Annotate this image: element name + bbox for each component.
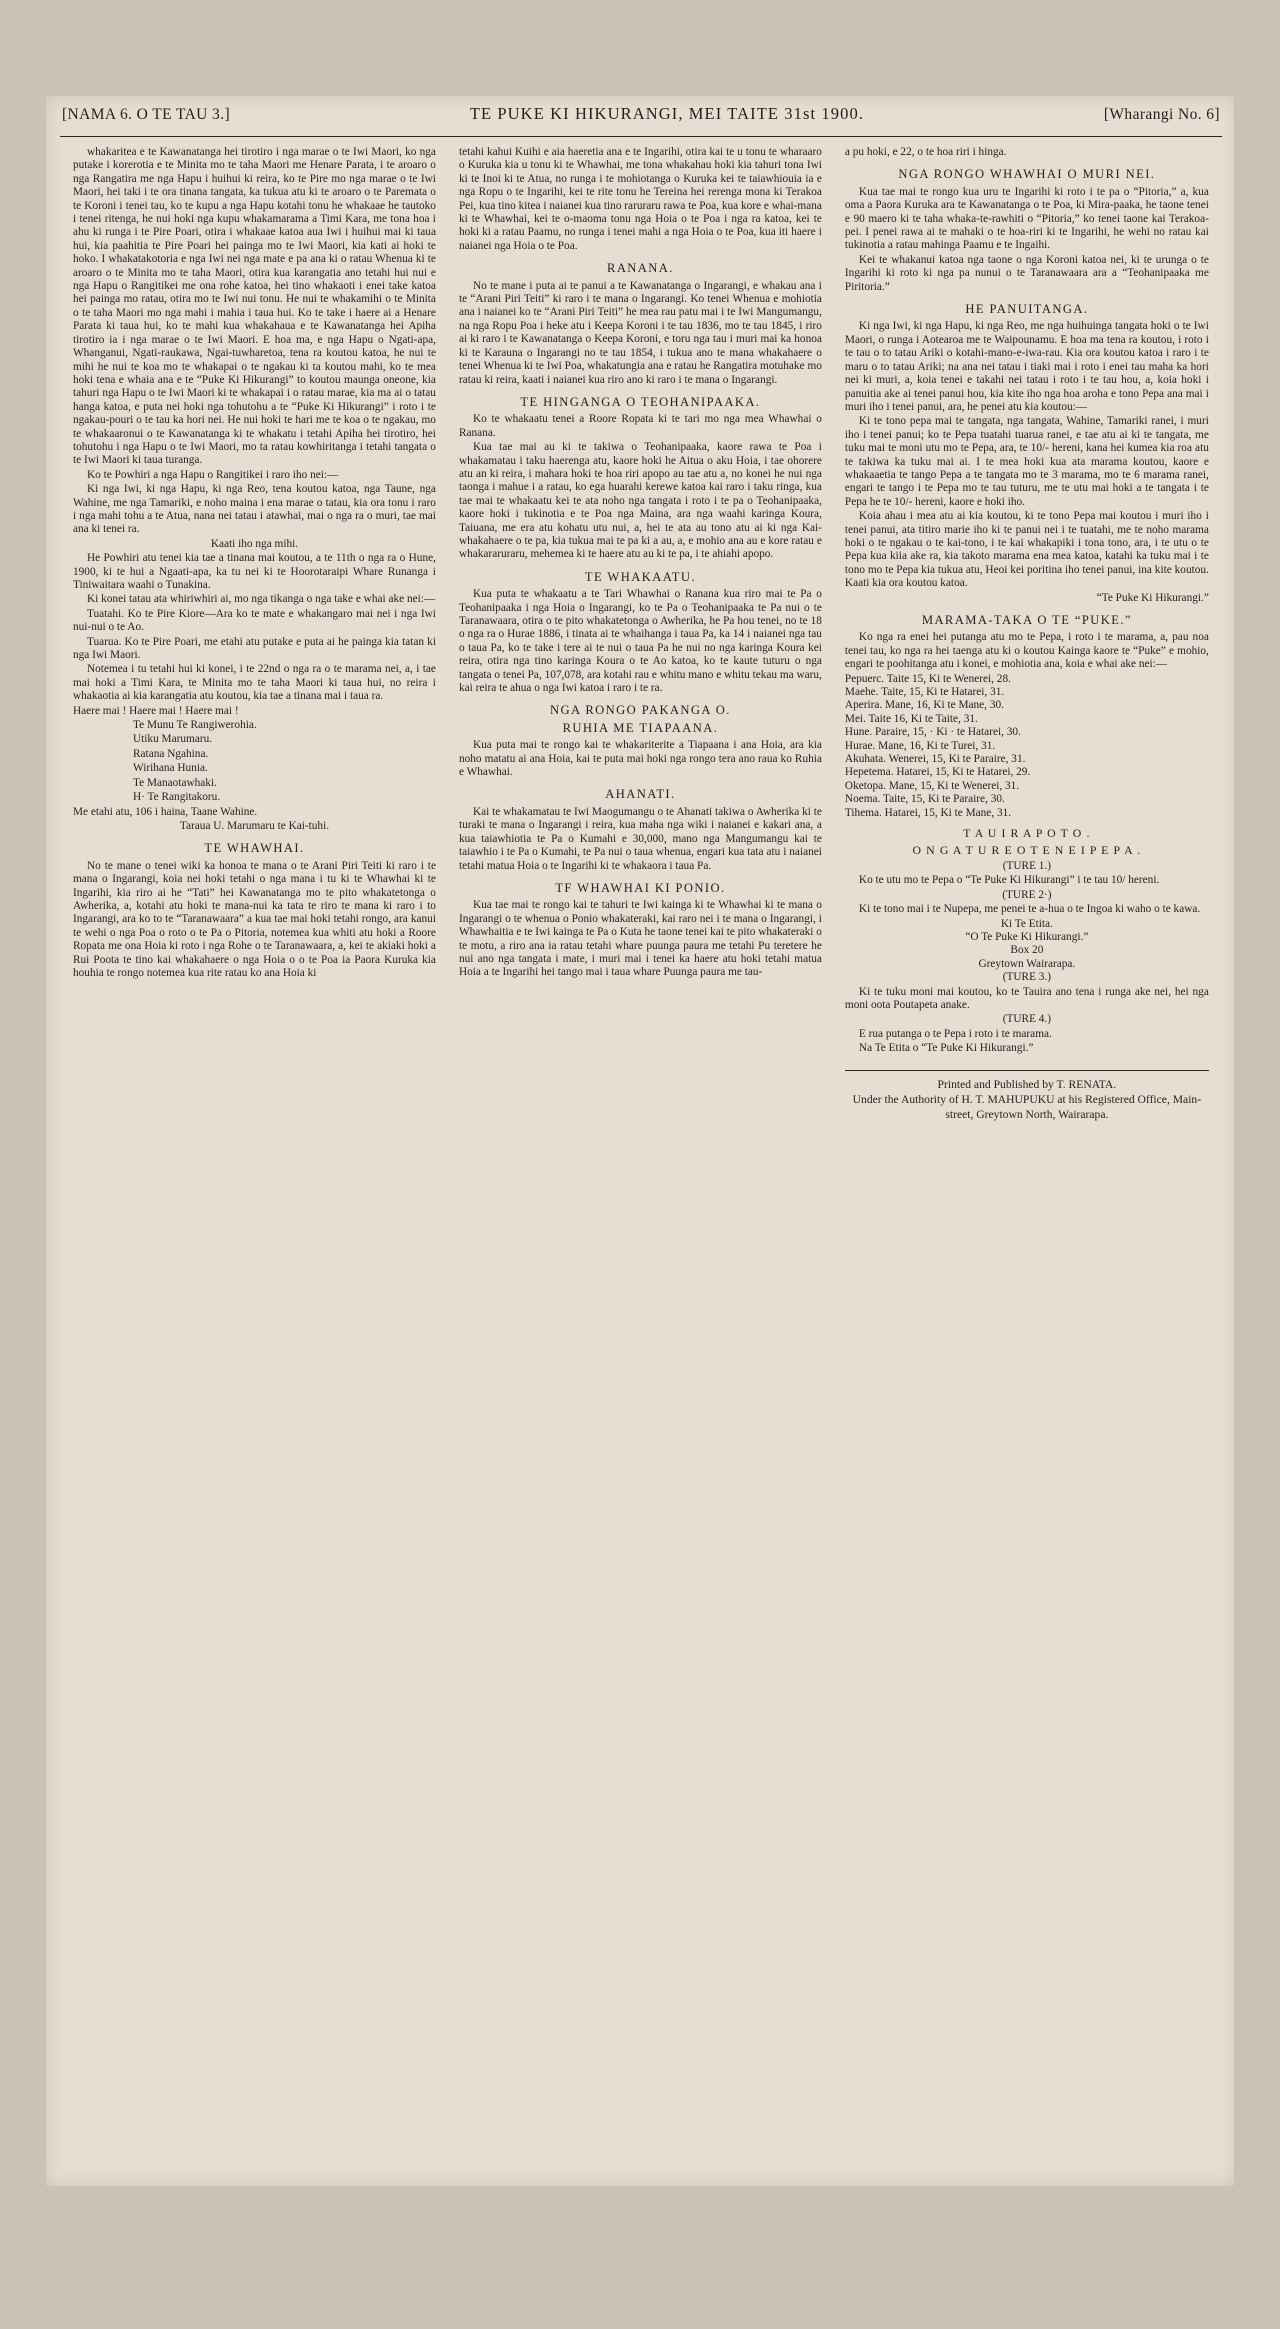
section-heading-marama-taka: MARAMA-TAKA O TE “PUKE.” [921, 613, 1132, 627]
calendar-row: Noema. Taite, 15, Ki te Paraire, 30. [844, 793, 1005, 806]
paragraph: Ko te Powhiri a nga Hapu o Rangitikei i raro iho nei:— [87, 468, 339, 481]
masthead-issue: [NAMA 6. O TE TAU 3.] [62, 106, 231, 123]
calendar-row: Mei. Taite 16, Ki te Taite, 31. [844, 712, 978, 725]
paragraph: Ko te utu mo te Pepa o “Te Puke Ki Hikurangi” i te tau 10/ hereni. [858, 874, 1160, 887]
column-3 [834, 146, 1220, 2176]
paragraph: Kai te whakamatau te Iwi Maogumangu o te Ahanati takiwa o Awherika ki te turaki te mana o Ingarangi i reira, kua maha nga wiki i naianei e kakari ana, a kua taiawhiotia te Pa o Kumahi e 30,000, mano nga Mangumangu kai te taiawhio i te Pa o Kumahi, te Pa nui o taua whenua, engari kua tata atu i naianei tetahi matua Hoia o te Ingarihi ki te whakaora i taua Pa. [458, 805, 822, 872]
panuitanga-signature: “Te Puke Ki Hikurangi.” [1096, 591, 1209, 604]
page-margin-bottom [0, 2186, 1280, 2329]
column-2 [448, 146, 834, 2176]
paragraph: Kua puta mai te rongo kai te whakariterite a Tiapaana i ana Hoia, ara kia noho matatu ai ana Hoia, kai te puta mai hoki nga rongo tera ano raua ko Ruhia e Whawhai. [458, 739, 822, 779]
signature-line: Te Munu Te Rangiwerohia. [133, 719, 257, 732]
address-line: “O Te Puke Ki Hikurangi.” [965, 930, 1089, 943]
signature-line: Wirihana Hunia. [133, 762, 208, 775]
paragraph: Kua puta te whakaatu a te Tari Whawhai o Ranana kua riro mai te Pa o Teohanipaaka i nga Hoia o Ingarangi, ko te Pa o Teohanipaaka te Pa nui o te Taranawaara, otira o te pito whakatetonga o Awherika, he Pa hou tenei, no te 18 o nga ra o Hurae 1886, i tinata ai te whaihanga i taua Pa, ka 14 i naianei nga tau o taua Pa, ko te take i tere ai te nui o taua Pa he nui no nga karinga Koura kei reira, otira nga tino karinga Koura o te Ao katoa, ko te kaute tuturu o nga tangata o tenei Pa, 107,078, ara kotahi rau e whitu mano e whitu tekau ma waru, kai reira te ahua o nga Iwi katoa i raro i te ra. [458, 588, 822, 695]
masthead-rule [60, 136, 1222, 137]
section-heading-tauira-poto: T A U I R A P O T O . [963, 826, 1091, 841]
paragraph: Notemea i tu tetahi hui ki konei, i te 22nd o nga ra o te marama nei, a, i tae mai hoki a Timi Kara, te Minita mo te taha Maori ki taua hui, no reira i whakaotia ai kia karangatia atu koutou, kia tae a tinana mai i taua ra. [73, 663, 436, 703]
signature-clerk: Taraua U. Marumaru te Kai-tuhi. [179, 819, 330, 832]
paragraph: No te mane o tenei wiki ka honoa te mana o te Arani Piri Teiti ki raro i te mana o Ingarangi, koia nei hoki tetahi o nga mana i tu ki te Whawhai ki te Ingarihi, kia riro ai he “Tati” hei Kawanatanga mo te pito whakatetonga o Awherika, a, kotahi atu hoki te mana-nui ka tata te riro te mana ki raro i to Ingarangi, ara ko to te “Taranawaara” a kua tae mai hoki tetahi rongo, ara kanui te wehi o nga Poa o roto o te Pa o Pitoria, notemea kua whiti atu hoki a Roore Ropata me ona Hoia ki roto i nga Rohe o te Taranawaara, a, kei te akiaki hoki a Rui Poota te tino kai whakahaere o nga Hoia o o te Poa ia Paora Kuruka kia houhia te rongo notemea kua rite ratau ko ana Hoia ki [73, 859, 436, 979]
page-margin-left [0, 0, 46, 2329]
paragraph: Ki konei tatau ata whiriwhiri ai, mo nga tikanga o nga take e whai ake nei:— [87, 593, 436, 606]
section-heading-nga-ture: O N G A T U R E O T E N E I P E P A . [912, 842, 1142, 857]
page-margin-top [0, 0, 1280, 96]
columns-container [62, 146, 1220, 2176]
rule-label: (TURE 2·) [1002, 888, 1052, 901]
imprint-rule [845, 1070, 1209, 1071]
imprint-line: Under the Authority of H. T. MAHUPUKU at his Registered Office, Main-street, Greytown North, Wairarapa. [852, 1093, 1202, 1121]
paragraph: Ko te whakaatu tenei a Roore Ropata ki te tari mo nga mea Whawhai o Ranana. [458, 413, 822, 439]
paragraph: a pu hoki, e 22, o te hoa riri i hinga. [844, 146, 1007, 158]
masthead [46, 104, 1236, 124]
address-line: Ki Te Etita. [1000, 917, 1053, 930]
calendar-row: Pepuerc. Taite 15, Ki te Wenerei, 28. [844, 672, 1011, 685]
calendar-row: Aperira. Mane, 16, Ki te Mane, 30. [844, 699, 1004, 712]
paragraph: Ko nga ra enei hei putanga atu mo te Pepa, i roto i te marama, a, pau noa tenei tau, ko nga ra hei taenga atu ki o koutou Kainga kaore te “Puke” e mohio, engari te poohitanga atu i konei, e mohiotia ana, koia e whai ake nei:— [844, 631, 1209, 671]
section-heading-ahanati: AHANATI. [605, 787, 676, 802]
paragraph: Ki nga Iwi, ki nga Hapu, ki nga Reo, tena koutou katoa, nga Taune, nga Wahine, me nga Tamariki, e noho maina i ena marae o tatau, kia ora tonu i raro i nga mahi tohu a te Atua, nana nei tatau i atawhai, mai o nga ra o muri, tae mai ana ki tenei ra. [73, 483, 436, 536]
paragraph: Na Te Etita o “Te Puke Ki Hikurangi.” [858, 1042, 1034, 1055]
signature-line: H· Te Rangitakoru. [133, 791, 221, 804]
address-line: Greytown Wairarapa. [978, 957, 1076, 970]
masthead-page-number: [Wharangi No. 6] [1103, 106, 1220, 123]
paragraph: Tuarua. Ko te Pire Poari, me etahi atu putake e puta ai he painga kia tatan ki nga Iwi Maori. [73, 635, 436, 662]
section-heading-whakaatu: TE WHAKAATU. [584, 569, 696, 584]
paragraph: He Powhiri atu tenei kia tae a tinana mai koutou, a te 11th o nga ra o Hune, 1900, ki te hui a Ngaati-apa, ka tu nei ki te Hoorotaraipi Whare Runanga i Tiniwaitara waahi o Tunakina. [73, 552, 436, 591]
paragraph: Ki te tuku moni mai koutou, ko te Tauira ano tena i runga ake nei, hei nga moni oota Poutapeta anake. [844, 985, 1209, 1011]
calendar-row: Hurae. Mane, 16, Ki te Turei, 31. [844, 739, 996, 752]
paragraph: Ki nga Iwi, ki nga Hapu, ki nga Reo, me nga huihuinga tangata hoki o te Iwi Maori, o runga i Aotearoa me te Waipounamu. E hoa ma tena ra koutou, i roto i te tau o to tatau Ariki o kotahi-mano-e-iwa-rau. Kia ora koutou katoa i raro i te maru o to tatau Ariki; na ana nei tatau i tiaki mai i roto i enei tau maha ka hori nei ki muri, a, koia tenei e takahi nei tatau i roto i te tau hou, a, koia hoki i panuitia ake ai tenei panui hou, kia kite iho nga hoa aroha e tono Pepa ana mai i muri iho i tenei panui, ara, he penei atu kia koutou:— [844, 320, 1209, 413]
calendar-row: Hune. Paraire, 15, · Ki · te Hatarei, 30. [844, 726, 1021, 739]
signature-line: Utiku Marumaru. [133, 733, 213, 746]
imprint-line: Printed and Published by T. RENATA. [937, 1077, 1117, 1091]
page-margin-right [1234, 0, 1280, 2329]
rule-label: (TURE 4.) [1002, 1013, 1052, 1026]
paragraph: Tuatahi. Ko te Pire Kiore—Ara ko te mate e whakangaro mai nei i nga Iwi nui-nui o te Ao. [73, 607, 436, 634]
section-heading-whawhai: TE WHAWHAI. [204, 841, 305, 856]
paragraph: tetahi kahui Kuihi e aia haeretia ana e te Ingarihi, otira kai te u tonu te wharaaro o Kuruka kia u tonu ki te Whawhai, me tona whakahau hoki kia tahuri tona Iwi ki te Inoi ki te Atua, no runga i te mohiotanga o Kuruka kei te taiawhiouia ia e nga Ropu o te Ingarihi, kei te rite tonu he Tereina hei rerenga mona ki Terakoa Pei, kua tino kitea i naianei kua tino raruraru rawa te Poa, kua kore e whai-mana ki te Whawhai, kei te o-maoma tonu nga Hoia o te Poa i nga ra katoa, kei te hoki ki a ratau Paamu, no runga i tenei mahi a nga Hoia o te Poa, kua iti haere i naianei nga Hoia o te Poa. [458, 146, 822, 252]
paragraph: Haere mai ! Haere mai ! Haere mai ! [73, 704, 239, 717]
paragraph: No te mane i puta ai te panui a te Kawanatanga o Ingarangi, e whakau ana i te “Arani Piri Teiti” ki raro i te mana o Ingarangi. Ko tenei Whenua e mohiotia ana i naianei ko te “Arani Piri Teiti” he mea rau patu mai i te Iwi Mangumangu, na nga Ropu Poa i heke atu i Keepa Koroni i te tau 1836, mo te tau 1845, i riro ai ki raro i te Kawanatanga o Keepa Koroni, e toru nga tau i muri mai ka honoa ki te Karauna o Ingarangi no te tau 1854, i tukua ano te mana whakahaere o tenei Whenua ki te Iwi Poa, whakatungia ana e ratau he Rangatira motuhake mo ratau ki reira, kaati i naianei kua riro ano ki raro i te mana o Ingarangi. [458, 279, 822, 386]
section-heading-muri-nei: NGA RONGO WHAWHAI O MURI NEI. [898, 167, 1156, 182]
paragraph: whakaritea e te Kawanatanga hei tirotiro i nga marae o te Iwi Maori, ko nga putake i korerotia e te Minita mo te taha Maori me Henare Parata, i te aroaro o nga Rangatira me nga Hapu i huihui ki reira, ko te Pire mo nga marae o te Iwi Maori, hei taki i te ora tinana tangata, ka tukua atu ki te aroaro o te Paremata o te Koroni i tenei tau, ko te kupu a nga Hapu kotahi tonu he whakaae he tautoko i tenei ritenga, he nui hoki nga kupu whakamarama a Timi Kara, me tona hoa i ahu ki runga i te Pire Poari, otira i whakaae katoa aua Iwi i huihui mai ki taua hui, kia paahitia te Pire Poari hei painga mo te Iwi Maori, kia kati ai hoki te hoko. I whakatakotoria e nga Iwi nei nga mate e pa ana ki o ratau Whenua ki te aroaro o te Minita mo te taha Maori, otira kua karangatia ano tetahi hui nui e nga Hapu o Rangitikei me ona rohe katoa, hei tino whakaoti i enei take katoa hei painga mo ratau, otira mo te Iwi nui tonu. He nui te whakamihi o te Minita o te taha Maori mo nga mahi i mahia i taua hui. Ko te take i haere ai a Henare Parata ki taua hui, ko te mahi kua whakahaua e te Kawanatanga hei Apiha tirotiro ia i nga marae o te Iwi Maori. E hoa ma, e nga Hapu o Ngati-apa, Whanganui, Ngati-raukawa, Ngai-tuwharetoa, tena ra koutou katoa, he nui te mihi he nui te koa mo te whakapai o te ngakau ki ta koutou mahi, ko te mea hoki tena e whaia ana e te “Puke Ki Hikurangi” to koutou maunga oneone, kia tahuri nga Hapu o te Iwi Maori ki te whakapai i o ratau marae, kia ma ai o tatau hanga katoa, e puta nei hoki nga tohutohu a te “Puke Ki Hikurangi” i roto i te ngakau-pouri o te tau ka hori nei. He nui hoki te hari me te koa o te ngakau, mo te whakaaronui o te Kawanatanga ki te whakatu i tetahi Apiha hei tirotiro, hei tohutohu i nga Hapu o te Iwi Maori, mo ta ratau kowhiritanga i tetahi tangata o te Iwi Maori ki taua turanga. [73, 146, 436, 467]
rule-label: (TURE 1.) [1002, 859, 1052, 872]
masthead-title: TE PUKE KI HIKURANGI, MEI TAITE 31st 1900. [469, 104, 865, 123]
paragraph: Ki te tono mai i te Nupepa, me penei te a-hua o te Ingoa ki waho o te kawa. [858, 903, 1201, 916]
paragraph: Kaati iho nga mihi. [210, 537, 299, 550]
paragraph: Kua tae mai au ki te takiwa o Teohanipaaka, kaore rawa te Poa i whakamatau i taku haerenga atu, kaore hoki he Aitua o aku Hoia, i tae ohorere atu an ki reira, i mahara hoki te hoa riri apopo au tae atu a, no konei he nui nga taonga i mahue i a ratau, ko ega huarahi kerewe katoa kai raro i taku ringa, kua tae mai te whakaatu kei te ata noho nga tangata i roto i te pa o Teohanipaaka, kaore hoki i tukinotia e te Poa nga Maina, ara nga waahi karinga Koura, Taiuana, me era atu kohatu utu nui, a, hei te ata au tono atu ai ki nga Kai-whakahaere o te pa, kia tukua mai te pa ki a au, a, e mohio ana au e kore ratau e whakararuraru, mehemea ki te haere atu au ki te pa, i te ahiahi apopo. [458, 441, 822, 561]
paragraph: Koia ahau i mea atu ai kia koutou, ki te tono Pepa mai koutou i muri iho i tenei panui, ata titiro marie iho ki te panui nei i te tuatahi, me te noho marama hoki o te ngakau o te kai-tono, i te kai whakapiki i tona tono, ara, i te utu o te Pepa kua kiia ake ra, kia takoto marama ena mea katoa, katahi ka tuku mai i te tono mo te Pepa kia tukua atu, Heoi kei poritina iho tenei panui, ina kite koutou. Kaati kia ora koutou katoa. [844, 510, 1209, 590]
section-heading-hinganga: TE HINGANGA O TEOHANIPAAKA. [520, 394, 761, 409]
signature-tail: Me etahi atu, 106 i haina, Taane Wahine. [73, 805, 258, 818]
paragraph: Kua tae mai te rongo kua uru te Ingarihi ki roto i te pa o “Pitoria,” a, kua oma a Paora Kuruka ara te Kawanatanga o te Poa, ki Mira-paaka, he taone tenei e 90 maero ki te taha whaka-te-rawhiti o “Pitoria,” ko tenei taone kai Terakoa-pei. I penei rawa ai te mahaki o te hoa-riri ki te Ingarihi, he wehi no ratau kai tukinotia a ratau mahinga Paamu e te Ingaihi. [844, 185, 1209, 252]
signature-line: Te Manaotawhaki. [133, 776, 217, 789]
section-heading-panuitanga: HE PANUITANGA. [965, 302, 1089, 317]
paragraph: Ki te tono pepa mai te tangata, nga tangata, Wahine, Tamariki ranei, i muri iho i tenei panui; ko te Pepa tuatahi tuarua ranei, e tae atu ai ki te tangata, me tuku mai te moni utu mo te Pepa, ara, te 10/- hereni, kana hei kumea kia roa atu te takiwa ka tuku mai ai. I te mea hoki kua ata marama koutou, kaore e whakaaetia te tango Pepa a te tangata mo te 3 marama, mo te 6 marama ranei, engari te tango i te Pepa mo te tau tuturu, me te utu mai hoki a te tangata i te Pepa he te 10/- hereni, kaore e hoki iho. [844, 415, 1209, 508]
section-heading-ranana: RANANA. [607, 261, 674, 276]
address-line: Box 20 [1010, 944, 1044, 957]
section-heading-tf-whawhai: TF WHAWHAI KI PONIO. [555, 880, 726, 895]
signature-line: Ratana Ngahina. [133, 747, 209, 760]
calendar-row: Hepetema. Hatarei, 15, Ki te Hatarei, 29. [844, 766, 1031, 779]
calendar-row: Akuhata. Wenerei, 15, Ki te Paraire, 31. [844, 753, 1026, 766]
calendar-row: Maehe. Taite, 15, Ki te Hatarei, 31. [844, 686, 1005, 699]
section-heading-pakanga-2: RUHIA ME TIAPAANA. [562, 720, 719, 735]
column-1 [62, 146, 448, 2176]
calendar-row: Tihema. Hatarei, 15, Ki te Mane, 31. [844, 806, 1012, 819]
section-heading-pakanga-1: NGA RONGO PAKANGA O. [550, 703, 731, 718]
paper-sheet [46, 96, 1236, 2186]
paragraph: Kua tae mai te rongo kai te tahuri te Iwi kainga ki te Whawhai ki te mana o Ingarangi o te whenua o Ponio whakateraki, kai raro nei i te mana o Ingarangi, i Whawhaitia e te Iwi kainga te Pa o Kuta he taone tenei kai te pito whakateraki o te motu, a riro ana ia ratau tetahi whare puunga paura me tetahi Pu teretere he nui ano nga tangata i mate, i muri mai i tenei ka haere atu hoki tetahi matua Hoia a te Ingarihi hei tango mai i taua whare Puunga paura me tau- [458, 899, 822, 979]
calendar-row: Oketopa. Mane, 15, Ki te Wenerei, 31. [844, 779, 1020, 792]
rule-label: (TURE 3.) [1002, 971, 1052, 984]
paragraph: E rua putanga o te Pepa i roto i te marama. [858, 1027, 1052, 1040]
paragraph: Kei te whakanui katoa nga taone o nga Koroni katoa nei, ki te urunga o te Ingarihi ki roto ki nga pa nunui o te Taranawaara ara a “Teohanipaaka me Piritoria.” [844, 253, 1209, 293]
